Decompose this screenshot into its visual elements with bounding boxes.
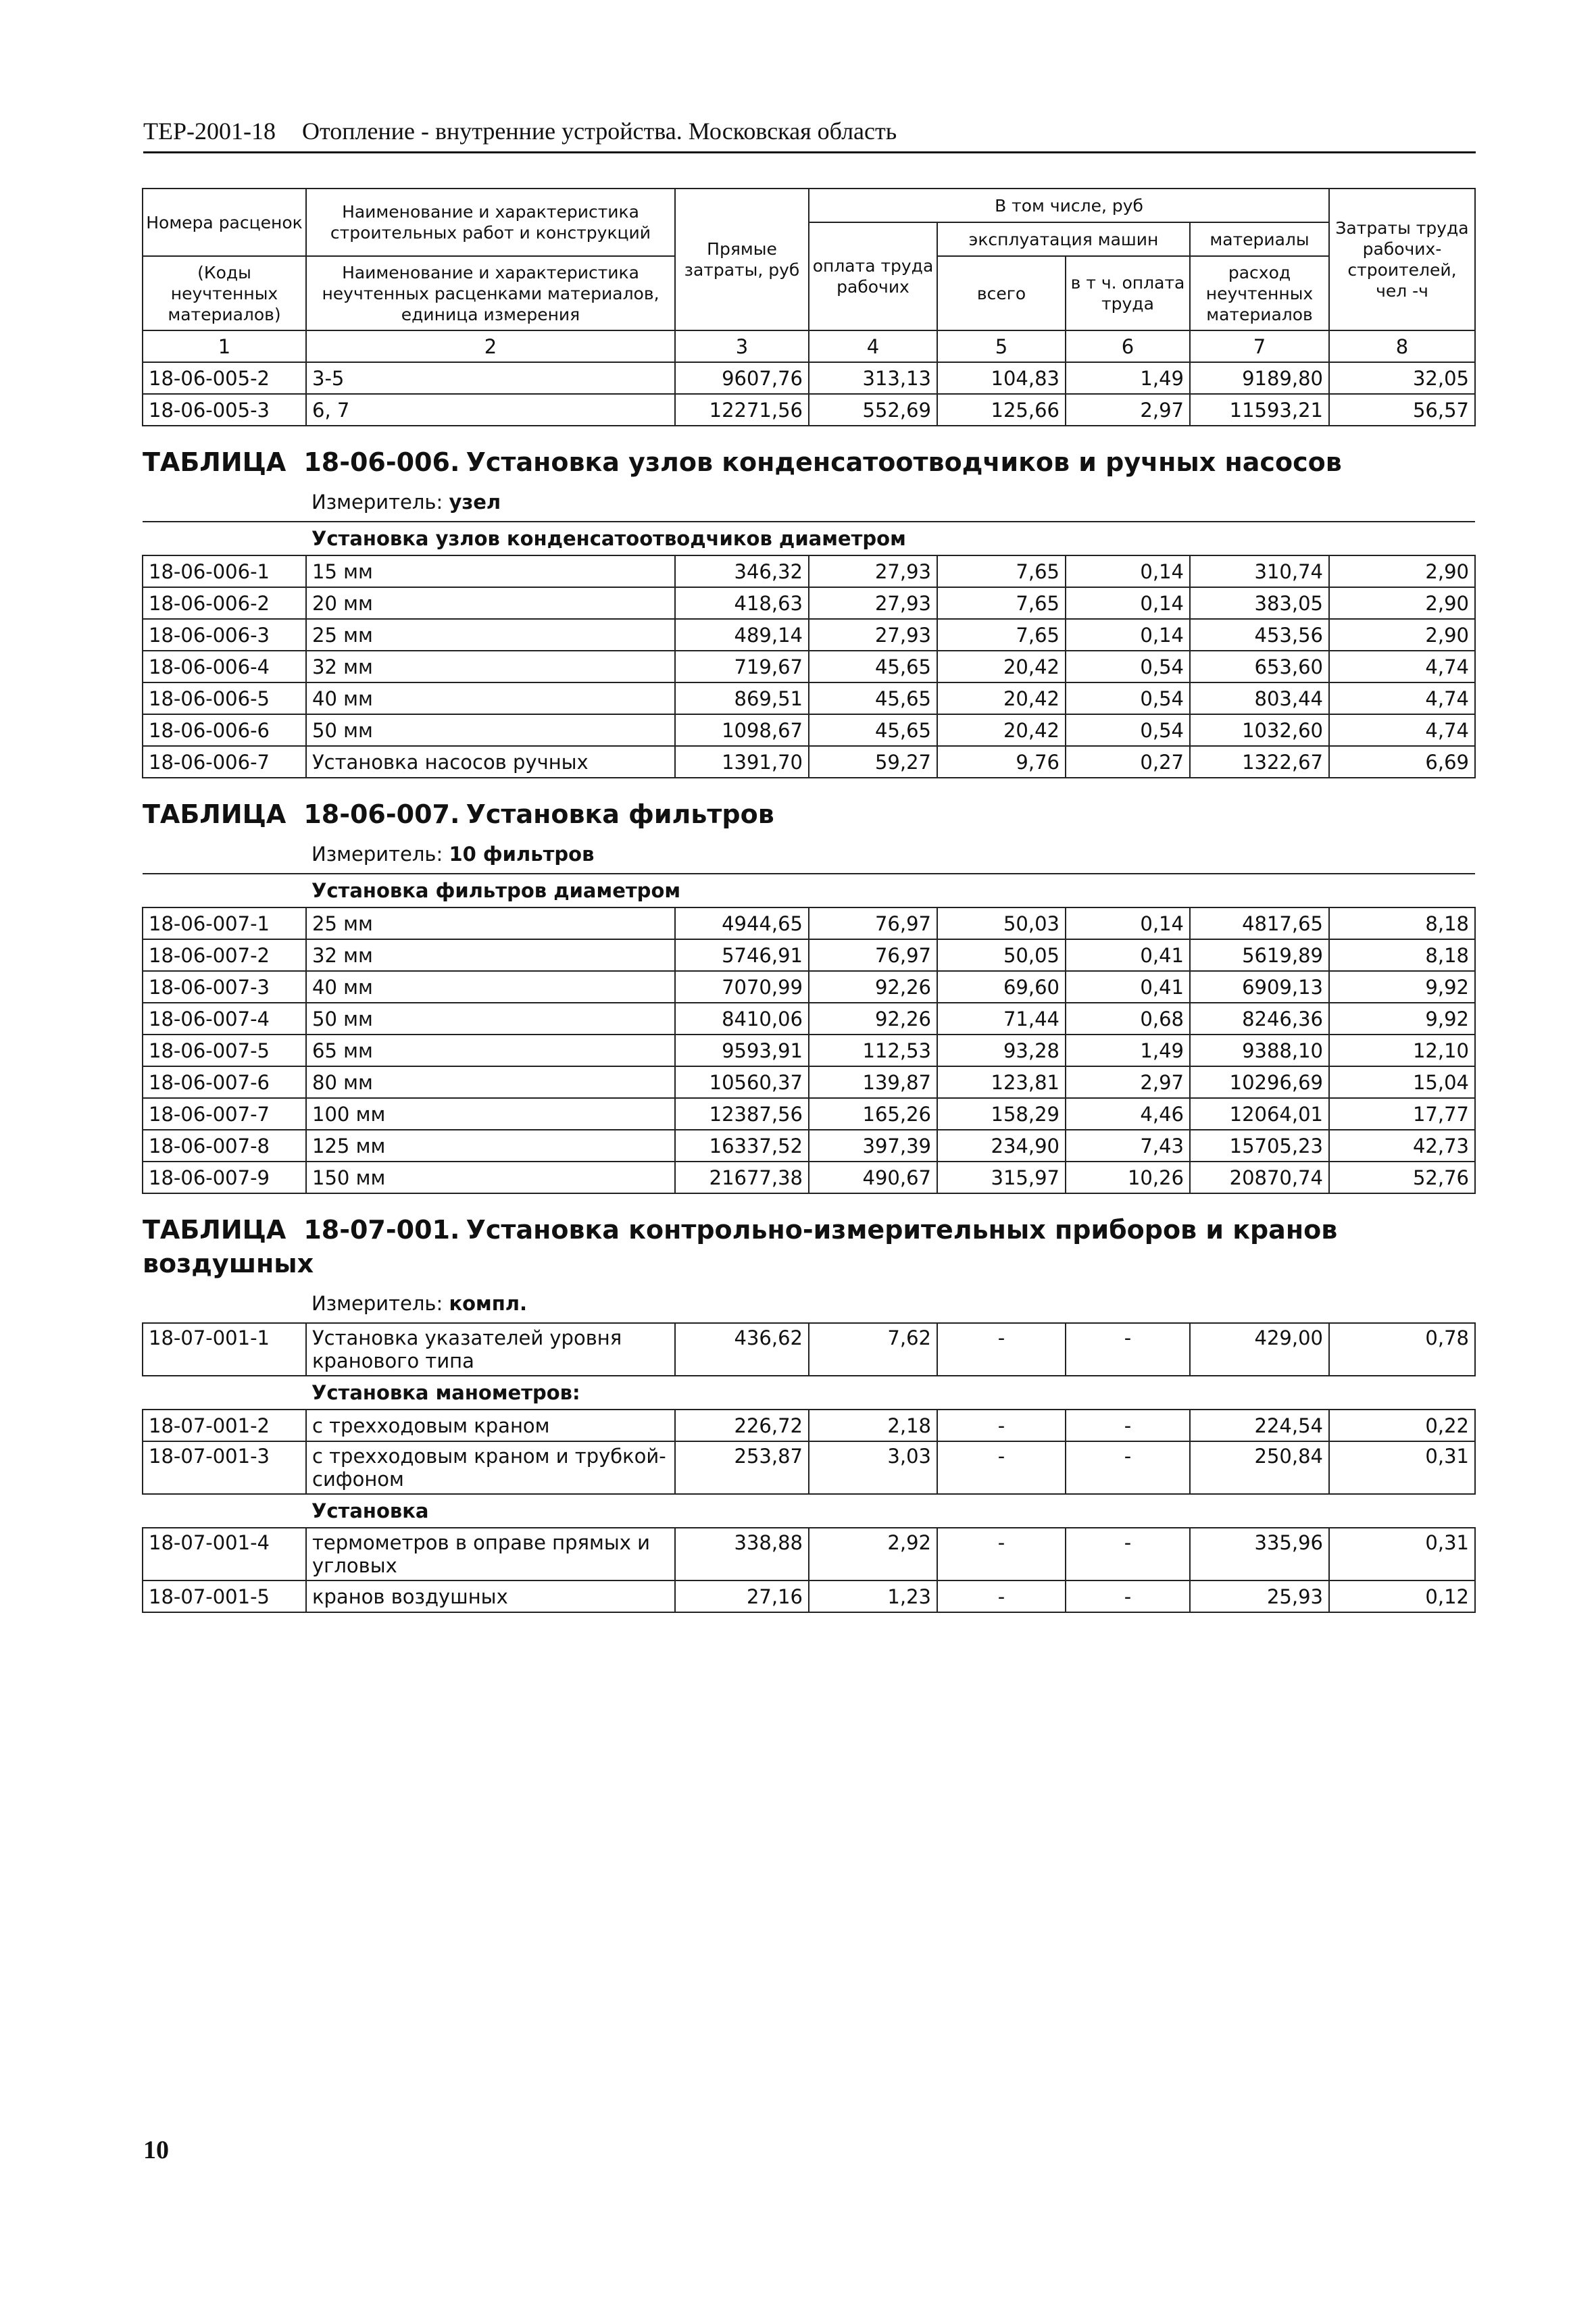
machines-labor: 2,97 bbox=[1066, 1066, 1190, 1098]
hdr-direct: Прямые затраты, руб bbox=[675, 189, 809, 330]
labor-hours: 2,90 bbox=[1329, 619, 1475, 651]
machines-labor: 0,54 bbox=[1066, 682, 1190, 714]
rate-code: 18-06-007-5 bbox=[143, 1035, 306, 1066]
table-18-07-001 bbox=[143, 1193, 1475, 1323]
subhead-row bbox=[143, 1376, 1475, 1410]
machines-total: 20,42 bbox=[937, 714, 1066, 746]
hdr-mach-labor: в т ч. оплата труда bbox=[1066, 256, 1190, 330]
materials-cost: 5619,89 bbox=[1190, 939, 1329, 971]
machines-labor: 10,26 bbox=[1066, 1162, 1190, 1193]
labor-hours: 0,22 bbox=[1329, 1410, 1475, 1441]
machines-total: 7,65 bbox=[937, 587, 1066, 619]
labor-cost: 45,65 bbox=[809, 714, 937, 746]
work-name: Установка насосов ручных bbox=[306, 746, 675, 778]
rate-code: 18-06-007-9 bbox=[143, 1162, 306, 1193]
work-name: 65 мм bbox=[306, 1035, 675, 1066]
labor-cost: 490,67 bbox=[809, 1162, 937, 1193]
direct-cost: 226,72 bbox=[675, 1410, 809, 1441]
machines-labor: - bbox=[1066, 1528, 1190, 1580]
table-row bbox=[143, 714, 1475, 746]
rate-code: 18-06-006-2 bbox=[143, 587, 306, 619]
work-name: 50 мм bbox=[306, 714, 675, 746]
machines-total: 69,60 bbox=[937, 971, 1066, 1003]
machines-total: 104,83 bbox=[937, 362, 1066, 394]
hdr-name-sub: Наименование и характеристика неучтенных расценками материалов, единица измерения bbox=[306, 256, 675, 330]
rate-code: 18-06-006-1 bbox=[143, 555, 306, 587]
rate-code: 18-06-006-6 bbox=[143, 714, 306, 746]
labor-hours: 4,74 bbox=[1329, 651, 1475, 682]
table-row bbox=[143, 362, 1475, 394]
materials-cost: 1032,60 bbox=[1190, 714, 1329, 746]
machines-total: 93,28 bbox=[937, 1035, 1066, 1066]
subhead-installation bbox=[143, 1494, 1475, 1528]
direct-cost: 7070,99 bbox=[675, 971, 809, 1003]
table-row bbox=[143, 1130, 1475, 1162]
table-row bbox=[143, 394, 1475, 426]
subhead-text: Установка узлов конденсатоотводчиков диаметром bbox=[311, 527, 906, 550]
labor-hours: 4,74 bbox=[1329, 682, 1475, 714]
hdr-code-sub: (Коды неучтенных материалов) bbox=[143, 256, 306, 330]
machines-labor: 0,14 bbox=[1066, 907, 1190, 939]
machines-labor: 7,43 bbox=[1066, 1130, 1190, 1162]
column-numbers-row bbox=[143, 330, 1475, 362]
labor-cost: 139,87 bbox=[809, 1066, 937, 1098]
table-row bbox=[143, 555, 1475, 587]
direct-cost: 12271,56 bbox=[675, 394, 809, 426]
work-name: 32 мм bbox=[306, 939, 675, 971]
machines-labor: 0,68 bbox=[1066, 1003, 1190, 1035]
labor-cost: 7,62 bbox=[809, 1323, 937, 1376]
machines-total: 123,81 bbox=[937, 1066, 1066, 1098]
direct-cost: 253,87 bbox=[675, 1441, 809, 1494]
direct-cost: 9593,91 bbox=[675, 1035, 809, 1066]
doc-code: ТЕР-2001-18 bbox=[143, 118, 276, 145]
rate-code: 18-07-001-1 bbox=[143, 1323, 306, 1376]
machines-labor: 2,97 bbox=[1066, 394, 1190, 426]
table-row bbox=[143, 1410, 1475, 1441]
rate-code: 18-06-006-3 bbox=[143, 619, 306, 651]
hdr-name: Наименование и характеристика строительных работ и конструкций bbox=[306, 189, 675, 256]
hdr-mat-sub: расход неучтенных материалов bbox=[1190, 256, 1329, 330]
hdr-labor: оплата труда рабочих bbox=[809, 222, 937, 330]
labor-cost: 2,92 bbox=[809, 1528, 937, 1580]
materials-cost: 653,60 bbox=[1190, 651, 1329, 682]
work-name: 32 мм bbox=[306, 651, 675, 682]
meter-row bbox=[143, 1285, 1475, 1323]
materials-cost: 9388,10 bbox=[1190, 1035, 1329, 1066]
table-title-row bbox=[143, 1193, 1475, 1285]
table-code: 18-06-006. bbox=[303, 447, 460, 477]
rate-code: 18-07-001-3 bbox=[143, 1441, 306, 1494]
row-18-07-001-3 bbox=[143, 1441, 1475, 1494]
direct-cost: 719,67 bbox=[675, 651, 809, 682]
labor-cost: 27,93 bbox=[809, 555, 937, 587]
table-row bbox=[143, 587, 1475, 619]
colnum: 8 bbox=[1329, 330, 1475, 362]
meter-label: Измеритель: bbox=[311, 1292, 443, 1315]
table-name: Установка контрольно-измерительных приборов и кранов воздушных bbox=[143, 1215, 1338, 1278]
materials-cost: 25,93 bbox=[1190, 1580, 1329, 1612]
materials-cost: 4817,65 bbox=[1190, 907, 1329, 939]
rate-code: 18-06-007-6 bbox=[143, 1066, 306, 1098]
rate-code: 18-06-006-5 bbox=[143, 682, 306, 714]
table-row bbox=[143, 1323, 1475, 1376]
machines-total: 50,03 bbox=[937, 907, 1066, 939]
work-name: 50 мм bbox=[306, 1003, 675, 1035]
rate-code: 18-06-006-7 bbox=[143, 746, 306, 778]
top-rows bbox=[143, 362, 1475, 426]
row-18-07-001-1 bbox=[143, 1323, 1475, 1376]
colnum: 4 bbox=[809, 330, 937, 362]
machines-labor: 4,46 bbox=[1066, 1098, 1190, 1130]
work-name: Установка указателей уровня кранового типа bbox=[306, 1323, 675, 1376]
work-name: 40 мм bbox=[306, 971, 675, 1003]
materials-cost: 224,54 bbox=[1190, 1410, 1329, 1441]
table-row bbox=[143, 1162, 1475, 1193]
materials-cost: 383,05 bbox=[1190, 587, 1329, 619]
machines-total: 9,76 bbox=[937, 746, 1066, 778]
direct-cost: 338,88 bbox=[675, 1528, 809, 1580]
row-18-07-001-2 bbox=[143, 1410, 1475, 1441]
machines-total: 315,97 bbox=[937, 1162, 1066, 1193]
colnum: 6 bbox=[1066, 330, 1190, 362]
machines-total: 71,44 bbox=[937, 1003, 1066, 1035]
colnum: 1 bbox=[143, 330, 306, 362]
labor-hours: 4,74 bbox=[1329, 714, 1475, 746]
meter-unit: компл. bbox=[449, 1292, 528, 1315]
labor-hours: 17,77 bbox=[1329, 1098, 1475, 1130]
work-name: 80 мм bbox=[306, 1066, 675, 1098]
labor-hours: 42,73 bbox=[1329, 1130, 1475, 1162]
materials-cost: 335,96 bbox=[1190, 1528, 1329, 1580]
machines-labor: 0,14 bbox=[1066, 587, 1190, 619]
table-row bbox=[143, 1066, 1475, 1098]
direct-cost: 5746,91 bbox=[675, 939, 809, 971]
labor-cost: 2,18 bbox=[809, 1410, 937, 1441]
work-name: 6, 7 bbox=[306, 394, 675, 426]
materials-cost: 15705,23 bbox=[1190, 1130, 1329, 1162]
labor-cost: 45,65 bbox=[809, 682, 937, 714]
subhead-text: Установка bbox=[311, 1499, 429, 1522]
hdr-mach-total: всего bbox=[937, 256, 1066, 330]
materials-cost: 803,44 bbox=[1190, 682, 1329, 714]
labor-hours: 2,90 bbox=[1329, 555, 1475, 587]
machines-labor: 0,54 bbox=[1066, 714, 1190, 746]
machines-total: - bbox=[937, 1528, 1066, 1580]
machines-labor: 1,49 bbox=[1066, 1035, 1190, 1066]
machines-total: 158,29 bbox=[937, 1098, 1066, 1130]
table-row bbox=[143, 939, 1475, 971]
table-title bbox=[143, 1193, 1475, 1285]
machines-labor: - bbox=[1066, 1580, 1190, 1612]
direct-cost: 16337,52 bbox=[675, 1130, 809, 1162]
machines-labor: 0,41 bbox=[1066, 971, 1190, 1003]
rate-code: 18-06-007-7 bbox=[143, 1098, 306, 1130]
machines-labor: - bbox=[1066, 1441, 1190, 1494]
rate-code: 18-07-001-2 bbox=[143, 1410, 306, 1441]
direct-cost: 10560,37 bbox=[675, 1066, 809, 1098]
rate-code: 18-06-007-4 bbox=[143, 1003, 306, 1035]
labor-hours: 12,10 bbox=[1329, 1035, 1475, 1066]
labor-hours: 0,78 bbox=[1329, 1323, 1475, 1376]
page-number: 10 bbox=[143, 2136, 169, 2164]
machines-labor: 0,14 bbox=[1066, 555, 1190, 587]
labor-hours: 0,31 bbox=[1329, 1441, 1475, 1494]
table-title bbox=[143, 426, 1475, 483]
rate-code: 18-07-001-4 bbox=[143, 1528, 306, 1580]
meter-unit: 10 фильтров bbox=[449, 843, 595, 866]
work-name: 100 мм bbox=[306, 1098, 675, 1130]
colnum: 5 bbox=[937, 330, 1066, 362]
direct-cost: 27,16 bbox=[675, 1580, 809, 1612]
header-row-1 bbox=[143, 189, 1475, 222]
machines-labor: - bbox=[1066, 1410, 1190, 1441]
table-row bbox=[143, 1035, 1475, 1066]
labor-cost: 76,97 bbox=[809, 939, 937, 971]
rows-18-06-006 bbox=[143, 555, 1475, 778]
direct-cost: 346,32 bbox=[675, 555, 809, 587]
table-code: 18-06-007. bbox=[303, 799, 460, 829]
direct-cost: 418,63 bbox=[675, 587, 809, 619]
machines-total: 20,42 bbox=[937, 651, 1066, 682]
rows-18-06-007 bbox=[143, 907, 1475, 1193]
work-name: 3-5 bbox=[306, 362, 675, 394]
rate-code: 18-06-007-8 bbox=[143, 1130, 306, 1162]
work-name: с трехходовым краном bbox=[306, 1410, 675, 1441]
labor-cost: 3,03 bbox=[809, 1441, 937, 1494]
table-code: 18-07-001. bbox=[303, 1215, 460, 1245]
subhead-row bbox=[143, 1494, 1475, 1528]
hdr-including: В том числе, руб bbox=[809, 189, 1329, 222]
materials-cost: 250,84 bbox=[1190, 1441, 1329, 1494]
machines-total: 20,42 bbox=[937, 682, 1066, 714]
subhead-row bbox=[143, 522, 1475, 555]
materials-cost: 1322,67 bbox=[1190, 746, 1329, 778]
table-row bbox=[143, 1441, 1475, 1494]
materials-cost: 11593,21 bbox=[1190, 394, 1329, 426]
labor-hours: 2,90 bbox=[1329, 587, 1475, 619]
materials-cost: 12064,01 bbox=[1190, 1098, 1329, 1130]
materials-cost: 453,56 bbox=[1190, 619, 1329, 651]
direct-cost: 9607,76 bbox=[675, 362, 809, 394]
labor-cost: 165,26 bbox=[809, 1098, 937, 1130]
labor-hours: 56,57 bbox=[1329, 394, 1475, 426]
work-name: кранов воздушных bbox=[306, 1580, 675, 1612]
labor-hours: 9,92 bbox=[1329, 971, 1475, 1003]
direct-cost: 21677,38 bbox=[675, 1162, 809, 1193]
table-label: ТАБЛИЦА bbox=[143, 1215, 286, 1245]
table-title-row bbox=[143, 778, 1475, 835]
labor-cost: 27,93 bbox=[809, 619, 937, 651]
labor-hours: 15,04 bbox=[1329, 1066, 1475, 1098]
machines-labor: 0,14 bbox=[1066, 619, 1190, 651]
table-row bbox=[143, 619, 1475, 651]
rate-code: 18-06-007-2 bbox=[143, 939, 306, 971]
meter-label: Измеритель: bbox=[311, 843, 443, 866]
labor-cost: 27,93 bbox=[809, 587, 937, 619]
direct-cost: 489,14 bbox=[675, 619, 809, 651]
meter-row bbox=[143, 835, 1475, 874]
table-row bbox=[143, 1580, 1475, 1612]
labor-cost: 59,27 bbox=[809, 746, 937, 778]
table-row bbox=[143, 1003, 1475, 1035]
machines-labor: - bbox=[1066, 1323, 1190, 1376]
machines-labor: 0,54 bbox=[1066, 651, 1190, 682]
meter-row bbox=[143, 483, 1475, 522]
labor-hours: 32,05 bbox=[1329, 362, 1475, 394]
direct-cost: 1098,67 bbox=[675, 714, 809, 746]
work-name: 40 мм bbox=[306, 682, 675, 714]
direct-cost: 436,62 bbox=[675, 1323, 809, 1376]
labor-hours: 0,12 bbox=[1329, 1580, 1475, 1612]
machines-total: 125,66 bbox=[937, 394, 1066, 426]
labor-hours: 9,92 bbox=[1329, 1003, 1475, 1035]
table-name: Установка фильтров bbox=[466, 799, 774, 829]
labor-hours: 52,76 bbox=[1329, 1162, 1475, 1193]
table-row bbox=[143, 651, 1475, 682]
machines-labor: 1,49 bbox=[1066, 362, 1190, 394]
table-row bbox=[143, 1528, 1475, 1580]
work-name: термометров в оправе прямых и угловых bbox=[306, 1528, 675, 1580]
subhead-text: Установка фильтров диаметром bbox=[311, 879, 681, 902]
rate-code: 18-06-006-4 bbox=[143, 651, 306, 682]
table-18-06-007 bbox=[143, 778, 1475, 907]
table-name: Установка узлов конденсатоотводчиков и ручных насосов bbox=[466, 447, 1342, 477]
work-name: с трехходовым краном и трубкой-сифоном bbox=[306, 1441, 675, 1494]
direct-cost: 4944,65 bbox=[675, 907, 809, 939]
materials-cost: 429,00 bbox=[1190, 1323, 1329, 1376]
rate-code: 18-07-001-5 bbox=[143, 1580, 306, 1612]
labor-cost: 92,26 bbox=[809, 971, 937, 1003]
row-18-07-001-5 bbox=[143, 1580, 1475, 1612]
labor-hours: 6,69 bbox=[1329, 746, 1475, 778]
machines-total: - bbox=[937, 1323, 1066, 1376]
work-name: 25 мм bbox=[306, 907, 675, 939]
subhead-manometers bbox=[143, 1376, 1475, 1410]
hdr-hours: Затраты труда рабочих-строителей, чел -ч bbox=[1329, 189, 1475, 330]
direct-cost: 12387,56 bbox=[675, 1098, 809, 1130]
labor-cost: 552,69 bbox=[809, 394, 937, 426]
table-row bbox=[143, 682, 1475, 714]
rates-table bbox=[142, 188, 1476, 1613]
work-name: 15 мм bbox=[306, 555, 675, 587]
labor-cost: 313,13 bbox=[809, 362, 937, 394]
hdr-machines: эксплуатация машин bbox=[937, 222, 1190, 256]
labor-cost: 92,26 bbox=[809, 1003, 937, 1035]
labor-cost: 397,39 bbox=[809, 1130, 937, 1162]
table-18-06-006 bbox=[143, 426, 1475, 555]
doc-title: Отопление - внутренние устройства. Московская область bbox=[301, 118, 897, 145]
labor-hours: 8,18 bbox=[1329, 939, 1475, 971]
rate-code: 18-06-007-1 bbox=[143, 907, 306, 939]
colnum: 7 bbox=[1190, 330, 1329, 362]
direct-cost: 8410,06 bbox=[675, 1003, 809, 1035]
machines-labor: 0,41 bbox=[1066, 939, 1190, 971]
hdr-code: Номера расценок bbox=[143, 189, 306, 256]
rate-code: 18-06-005-2 bbox=[143, 362, 306, 394]
materials-cost: 8246,36 bbox=[1190, 1003, 1329, 1035]
work-name: 20 мм bbox=[306, 587, 675, 619]
table-row bbox=[143, 1098, 1475, 1130]
meter-label: Измеритель: bbox=[311, 491, 443, 514]
hdr-materials: материалы bbox=[1190, 222, 1329, 256]
labor-cost: 1,23 bbox=[809, 1580, 937, 1612]
meter-unit: узел bbox=[449, 491, 501, 514]
work-name: 25 мм bbox=[306, 619, 675, 651]
labor-cost: 112,53 bbox=[809, 1035, 937, 1066]
machines-total: - bbox=[937, 1580, 1066, 1612]
materials-cost: 6909,13 bbox=[1190, 971, 1329, 1003]
labor-cost: 45,65 bbox=[809, 651, 937, 682]
subhead-text: Установка манометров: bbox=[311, 1381, 580, 1404]
direct-cost: 1391,70 bbox=[675, 746, 809, 778]
machines-labor: 0,27 bbox=[1066, 746, 1190, 778]
materials-cost: 310,74 bbox=[1190, 555, 1329, 587]
table-title-row bbox=[143, 426, 1475, 483]
table-row bbox=[143, 971, 1475, 1003]
row-18-07-001-4 bbox=[143, 1528, 1475, 1580]
machines-total: - bbox=[937, 1441, 1066, 1494]
table-label: ТАБЛИЦА bbox=[143, 799, 286, 829]
machines-total: 50,05 bbox=[937, 939, 1066, 971]
table-row bbox=[143, 746, 1475, 778]
page-header bbox=[143, 115, 1476, 153]
labor-hours: 0,31 bbox=[1329, 1528, 1475, 1580]
colnum: 3 bbox=[675, 330, 809, 362]
labor-hours: 8,18 bbox=[1329, 907, 1475, 939]
table-row bbox=[143, 907, 1475, 939]
machines-total: 7,65 bbox=[937, 619, 1066, 651]
materials-cost: 10296,69 bbox=[1190, 1066, 1329, 1098]
direct-cost: 869,51 bbox=[675, 682, 809, 714]
machines-total: - bbox=[937, 1410, 1066, 1441]
table-label: ТАБЛИЦА bbox=[143, 447, 286, 477]
materials-cost: 20870,74 bbox=[1190, 1162, 1329, 1193]
subhead-row bbox=[143, 874, 1475, 907]
machines-total: 234,90 bbox=[937, 1130, 1066, 1162]
work-name: 125 мм bbox=[306, 1130, 675, 1162]
materials-cost: 9189,80 bbox=[1190, 362, 1329, 394]
rate-code: 18-06-007-3 bbox=[143, 971, 306, 1003]
machines-total: 7,65 bbox=[937, 555, 1066, 587]
rate-code: 18-06-005-3 bbox=[143, 394, 306, 426]
work-name: 150 мм bbox=[306, 1162, 675, 1193]
labor-cost: 76,97 bbox=[809, 907, 937, 939]
colnum: 2 bbox=[306, 330, 675, 362]
table-title bbox=[143, 778, 1475, 835]
